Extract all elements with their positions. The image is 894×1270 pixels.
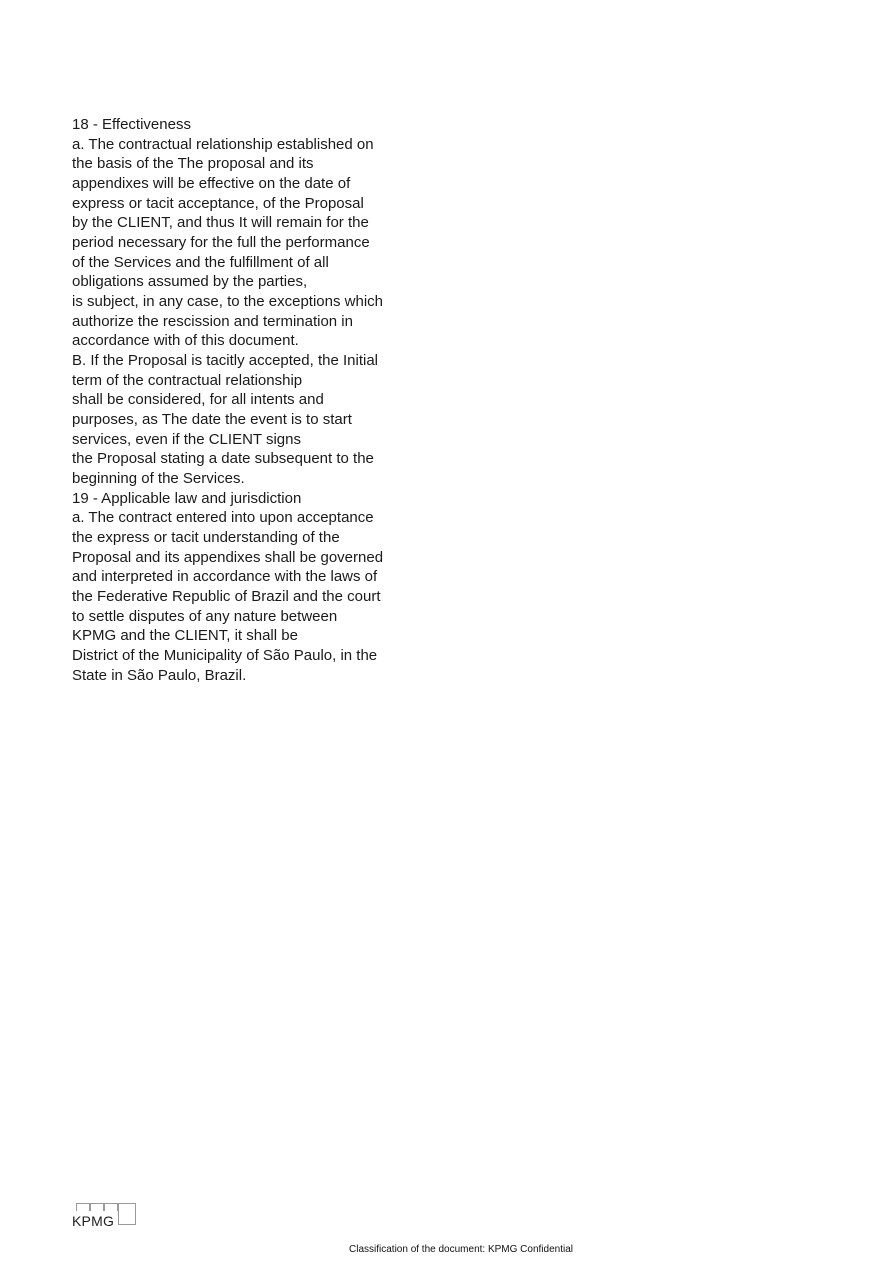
document-body	[72, 115, 432, 685]
paragraph-line: KPMG and the CLIENT, it shall be	[72, 627, 298, 645]
paragraph-line: services, even if the CLIENT signs	[72, 430, 301, 448]
paragraph-line: beginning of the Services.	[72, 470, 245, 488]
paragraph-line: the express or tacit understanding of the	[72, 529, 340, 547]
paragraph-line: of the Services and the fulfillment of all	[72, 253, 329, 271]
paragraph-line: District of the Municipality of São Paulo, in the	[72, 647, 378, 665]
document-classification: Classification of the document: KPMG Confidential	[349, 1244, 573, 1255]
paragraph-line: period necessary for the full the performance	[72, 234, 370, 252]
kpmg-logo	[72, 1203, 138, 1229]
paragraph-line: term of the contractual relationship	[72, 371, 303, 389]
logo-text: KPMG	[72, 1213, 115, 1229]
section-heading-applicable-law: 19 - Applicable law and jurisdiction	[72, 489, 302, 507]
paragraph-line: and interpreted in accordance with the laws of	[72, 568, 378, 586]
paragraph-line: appendixes will be effective on the date of	[72, 175, 351, 193]
paragraph-line: Proposal and its appendixes shall be governed	[72, 548, 384, 566]
section-heading-effectiveness: 18 - Effectiveness	[72, 116, 191, 133]
paragraph-line: the Proposal stating a date subsequent to the	[72, 450, 374, 468]
paragraph-line: the Federative Republic of Brazil and the court	[72, 588, 381, 606]
paragraph-line: the basis of the The proposal and its	[72, 155, 314, 173]
paragraph-line: to settle disputes of any nature between	[72, 607, 338, 625]
paragraph-line: authorize the rescission and termination in	[72, 312, 353, 330]
paragraph-line: by the CLIENT, and thus It will remain for the	[72, 214, 369, 232]
paragraph-line: B. If the Proposal is tacitly accepted, the Initial	[72, 352, 378, 370]
paragraph-line: a. The contract entered into upon acceptance	[72, 509, 374, 527]
paragraph-line: purposes, as The date the event is to start	[72, 411, 352, 429]
paragraph-line: express or tacit acceptance, of the Proposal	[72, 194, 364, 212]
paragraph-line: obligations assumed by the parties,	[72, 273, 308, 291]
paragraph-line: a. The contractual relationship established on	[72, 135, 374, 153]
paragraph-line: shall be considered, for all intents and	[72, 391, 324, 409]
paragraph-line: is subject, in any case, to the exceptions which	[72, 293, 384, 311]
paragraph-line: State in São Paulo, Brazil.	[72, 666, 247, 684]
paragraph-line: accordance with of this document.	[72, 332, 299, 350]
